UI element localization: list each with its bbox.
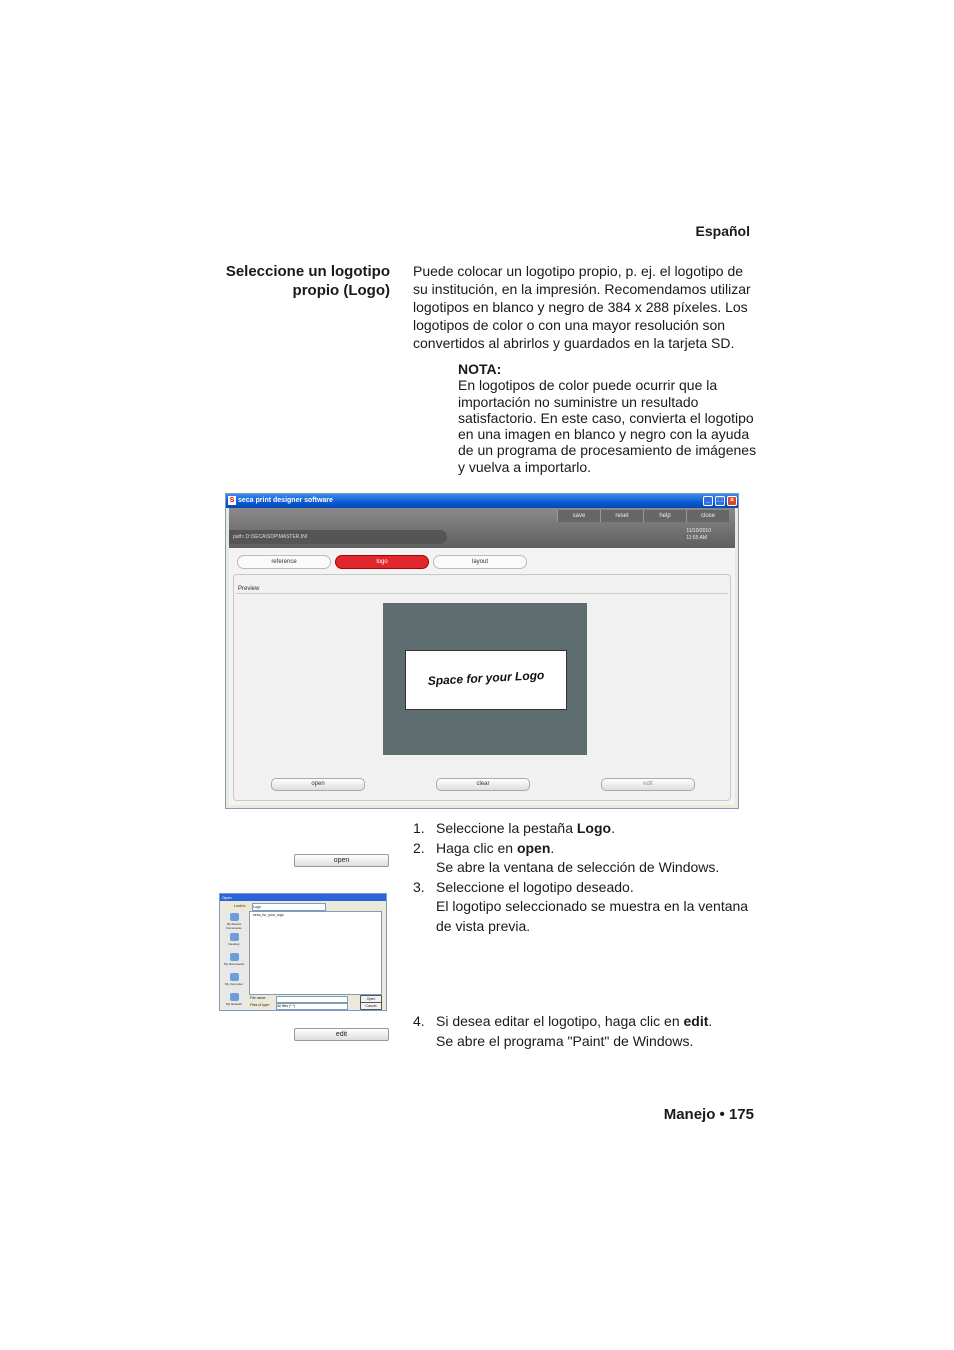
step-text: Seleccione el logotipo deseado. bbox=[436, 878, 634, 895]
app-window bbox=[225, 493, 739, 809]
minimize-icon[interactable]: _ bbox=[703, 496, 713, 506]
maximize-icon[interactable]: □ bbox=[715, 496, 725, 506]
panel-title: Preview bbox=[238, 586, 260, 592]
time-text: 11:55 AM bbox=[686, 535, 708, 541]
computer-icon bbox=[230, 973, 239, 981]
tab-logo[interactable]: logo bbox=[335, 555, 429, 569]
language-label: Español bbox=[695, 223, 750, 239]
step-1 bbox=[413, 819, 758, 839]
tab-reference[interactable]: reference bbox=[237, 555, 331, 569]
step-text: . bbox=[550, 839, 555, 856]
step-text: Si desea editar el logotipo, haga clic en bbox=[436, 1013, 684, 1029]
look-in-select[interactable]: Logo bbox=[252, 903, 326, 911]
note-block bbox=[458, 361, 758, 475]
file-list bbox=[249, 911, 382, 995]
file-item[interactable]: seca_for_your_logo bbox=[253, 913, 284, 917]
file-name-input[interactable] bbox=[276, 996, 348, 1003]
step-2 bbox=[413, 839, 758, 878]
step-text: Seleccione la pestaña bbox=[436, 820, 577, 836]
place-recent[interactable] bbox=[224, 913, 244, 930]
file-type-label: Files of type: bbox=[250, 1003, 270, 1007]
step-bold: edit bbox=[683, 1013, 709, 1029]
open-file-dialog bbox=[219, 893, 387, 1011]
logo-placeholder-text: Space for your Logo bbox=[427, 667, 545, 689]
note-text: En logotipos de color puede ocurrir que la importación no suministre un resultado satisfactorio. En este caso, convierta el logotipo en una imagen en blanco y negro con la ayuda de un programa de procesamiento de imágenes y vuelva a importarlo. bbox=[458, 377, 757, 475]
place-label: My Documents bbox=[224, 962, 245, 966]
step-subtext: El logotipo seleccionado se muestra en la ventana de vista previa. bbox=[436, 898, 749, 934]
place-label: My Network bbox=[226, 1002, 242, 1006]
menu-help[interactable]: help bbox=[643, 510, 686, 522]
step-subtext: Se abre el programa "Paint" de Windows. bbox=[436, 1032, 694, 1049]
desktop-icon bbox=[230, 933, 239, 941]
place-label: Desktop bbox=[228, 942, 240, 946]
step-text: Haga clic en bbox=[436, 839, 517, 856]
intro-paragraph: Puede colocar un logotipo propio, p. ej. el logotipo de su institución, en la impresión. Recomendamos utilizar logotipos en blanco y negro de 384 x 288 píxeles. Los logotipos de color o con una mayor resolución son convertidos al abrirlos y guardados en la tarjeta SD. bbox=[413, 263, 751, 351]
open-button-illustration[interactable]: open bbox=[294, 854, 389, 867]
preview-area bbox=[383, 603, 587, 755]
step-number: 4. bbox=[413, 1013, 425, 1029]
panel-divider bbox=[236, 593, 728, 594]
edit-button[interactable]: edit bbox=[601, 778, 695, 791]
file-name-label: File name: bbox=[250, 996, 267, 1000]
recent-icon bbox=[230, 913, 239, 921]
file-type-select[interactable]: All files (*.*) bbox=[276, 1003, 348, 1010]
top-menu bbox=[557, 510, 729, 522]
step-number: 2. bbox=[413, 839, 425, 856]
logo-placeholder-card bbox=[405, 650, 567, 710]
place-computer[interactable] bbox=[224, 973, 244, 986]
look-in-label: Look in: bbox=[234, 904, 247, 908]
step-text: . bbox=[708, 1013, 713, 1029]
place-network[interactable] bbox=[224, 993, 244, 1006]
step-3 bbox=[413, 878, 758, 937]
preview-panel bbox=[233, 574, 731, 801]
places-bar bbox=[222, 911, 246, 1009]
tab-layout[interactable]: layout bbox=[433, 555, 527, 569]
place-documents[interactable] bbox=[224, 953, 244, 966]
dialog-title: Open bbox=[220, 894, 386, 901]
documents-icon bbox=[230, 953, 239, 961]
step-bold: Logo bbox=[576, 820, 612, 836]
date-text: 11/10/2010 bbox=[686, 528, 711, 534]
network-icon bbox=[230, 993, 239, 1001]
steps-4 bbox=[413, 1012, 758, 1051]
menu-close[interactable]: close bbox=[686, 510, 729, 522]
step-4 bbox=[413, 1012, 758, 1051]
section-title-line1: Seleccione un logotipo bbox=[225, 263, 390, 280]
menu-reset[interactable]: reset bbox=[600, 510, 643, 522]
section-title bbox=[180, 262, 390, 300]
open-button[interactable]: open bbox=[271, 778, 365, 791]
close-icon[interactable]: × bbox=[727, 496, 737, 506]
datetime-display bbox=[686, 528, 711, 542]
step-text: . bbox=[611, 820, 615, 836]
edit-button-illustration[interactable]: edit bbox=[294, 1028, 389, 1041]
path-display: path: D:\SECA\SDP\MASTER.INI bbox=[229, 530, 447, 544]
menu-save[interactable]: save bbox=[557, 510, 600, 522]
note-label: NOTA: bbox=[458, 361, 502, 377]
place-label: My Computer bbox=[224, 982, 243, 986]
step-number: 1. bbox=[413, 820, 425, 836]
section-title-line2: propio (Logo) bbox=[292, 282, 390, 299]
window-titlebar bbox=[226, 494, 738, 508]
page-footer: Manejo • 175 bbox=[663, 1106, 754, 1123]
place-desktop[interactable] bbox=[224, 933, 244, 946]
dialog-open-button[interactable]: Open bbox=[360, 995, 382, 1003]
app-icon: S bbox=[229, 497, 235, 504]
dialog-cancel-button[interactable]: Cancel bbox=[360, 1002, 382, 1010]
step-number: 3. bbox=[413, 878, 425, 895]
steps-1-3 bbox=[413, 819, 758, 936]
app-body bbox=[229, 508, 735, 805]
place-label: My Recent Documents bbox=[226, 922, 242, 930]
app-header bbox=[229, 508, 735, 548]
step-bold: open bbox=[516, 839, 551, 856]
clear-button[interactable]: clear bbox=[436, 778, 530, 791]
step-subtext: Se abre la ventana de selección de Windows. bbox=[436, 859, 720, 875]
tab-bar bbox=[237, 555, 527, 569]
window-title: seca print designer software bbox=[238, 497, 333, 504]
